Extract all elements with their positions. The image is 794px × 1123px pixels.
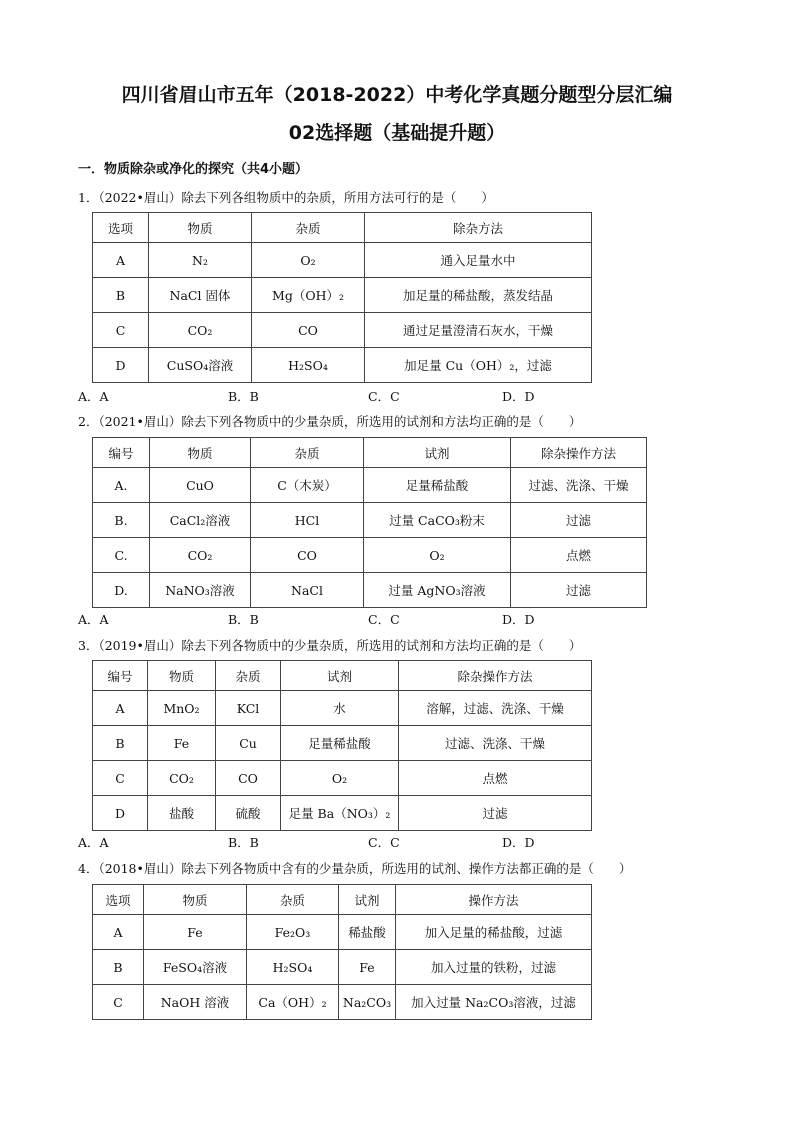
table-header-cell: 杂质 (251, 438, 364, 468)
table-header-cell: 试剂 (364, 438, 511, 468)
table-cell: NaOH 溶液 (144, 985, 247, 1020)
question-2-table (92, 437, 647, 608)
table-cell: 过滤 (511, 573, 647, 608)
table-header-cell: 杂质 (216, 661, 281, 691)
table-cell: Fe (148, 726, 216, 761)
table-header-cell: 除杂操作方法 (399, 661, 592, 691)
table-cell: H₂SO₄ (252, 348, 365, 383)
table-cell: CO₂ (150, 538, 251, 573)
table-cell: 过量 AgNO₃溶液 (364, 573, 511, 608)
table-header-cell: 物质 (150, 438, 251, 468)
table-cell: 加入过量的铁粉，过滤 (396, 950, 592, 985)
table-cell: 硫酸 (216, 796, 281, 831)
choice-a: A．A (78, 835, 109, 850)
table-header-row (93, 661, 592, 691)
table-cell: Na₂CO₃ (339, 985, 396, 1020)
table-cell: B (93, 950, 144, 985)
choice-b: B．B (228, 612, 259, 627)
table-header-cell: 操作方法 (396, 885, 592, 915)
question-3-stem: 3．（2019•眉山）除去下列各物质中的少量杂质，所选用的试剂和方法均正确的是（ ） (78, 638, 582, 653)
table-cell: NaCl 固体 (149, 278, 252, 313)
table-cell: 过量 CaCO₃粉末 (364, 503, 511, 538)
table-cell: N₂ (149, 243, 252, 278)
table-cell: C（木炭） (251, 468, 364, 503)
table-header-cell: 选项 (93, 885, 144, 915)
table-header-cell: 试剂 (339, 885, 396, 915)
choice-d: D．D (502, 389, 535, 404)
table-cell: B. (93, 503, 150, 538)
table-row (93, 503, 647, 538)
document-subtitle: 02选择题（基础提升题） (288, 122, 506, 144)
table-cell: Cu (216, 726, 281, 761)
table-row (93, 573, 647, 608)
table-row (93, 468, 647, 503)
table-cell: 足量 Ba（NO₃）₂ (281, 796, 399, 831)
choice-d: D．D (502, 612, 535, 627)
table-cell: A (93, 691, 148, 726)
table-cell: 水 (281, 691, 399, 726)
table-cell: C. (93, 538, 150, 573)
table-cell: 盐酸 (148, 796, 216, 831)
section-heading: 一．物质除杂或净化的探究（共4小题） (78, 162, 309, 177)
table-row (93, 278, 592, 313)
table-cell: A (93, 243, 149, 278)
table-cell: HCl (251, 503, 364, 538)
table-cell: B (93, 278, 149, 313)
table-header-cell: 物质 (144, 885, 247, 915)
table-cell: 过滤、洗涤、干燥 (511, 468, 647, 503)
question-4-table (92, 884, 592, 1020)
table-cell: 过滤、洗涤、干燥 (399, 726, 592, 761)
table-cell: 足量稀盐酸 (281, 726, 399, 761)
table-cell: NaCl (251, 573, 364, 608)
table-cell: Fe₂O₃ (247, 915, 339, 950)
table-cell: CO₂ (148, 761, 216, 796)
table-header-cell: 选项 (93, 213, 149, 243)
table-row (93, 538, 647, 573)
table-row (93, 726, 592, 761)
table-header-cell: 试剂 (281, 661, 399, 691)
table-cell: 过滤 (511, 503, 647, 538)
choice-c: C．C (368, 612, 400, 627)
table-cell: 稀盐酸 (339, 915, 396, 950)
table-cell: C (93, 761, 148, 796)
table-cell: H₂SO₄ (247, 950, 339, 985)
table-row (93, 691, 592, 726)
table-cell: 溶解，过滤、洗涤、干燥 (399, 691, 592, 726)
table-cell: FeSO₄溶液 (144, 950, 247, 985)
table-cell: D (93, 348, 149, 383)
table-cell: CuSO₄溶液 (149, 348, 252, 383)
table-cell: CuO (150, 468, 251, 503)
table-cell: C (93, 985, 144, 1020)
question-4-stem: 4．（2018•眉山）除去下列各物质中含有的少量杂质，所选用的试剂、操作方法都正确的是（ ） (78, 861, 632, 876)
table-cell: D. (93, 573, 150, 608)
table-row (93, 796, 592, 831)
table-cell: Ca（OH）₂ (247, 985, 339, 1020)
table-cell: 点燃 (399, 761, 592, 796)
table-cell: 足量稀盐酸 (364, 468, 511, 503)
table-cell: 加入足量的稀盐酸，过滤 (396, 915, 592, 950)
table-cell: CO₂ (149, 313, 252, 348)
table-header-cell: 物质 (149, 213, 252, 243)
table-cell: 通入足量水中 (365, 243, 592, 278)
choice-d: D．D (502, 835, 535, 850)
table-cell: O₂ (281, 761, 399, 796)
table-cell: CaCl₂溶液 (150, 503, 251, 538)
table-header-cell: 除杂操作方法 (511, 438, 647, 468)
table-cell: D (93, 796, 148, 831)
table-cell: Mg（OH）₂ (252, 278, 365, 313)
table-cell: CO (252, 313, 365, 348)
question-1-table (92, 212, 592, 383)
table-header-row (93, 213, 592, 243)
table-cell: 过滤 (399, 796, 592, 831)
table-header-cell: 除杂方法 (365, 213, 592, 243)
table-row (93, 243, 592, 278)
choice-a: A．A (78, 612, 109, 627)
table-header-row (93, 438, 647, 468)
table-row (93, 915, 592, 950)
table-row (93, 761, 592, 796)
question-1-stem: 1．（2022•眉山）除去下列各组物质中的杂质，所用方法可行的是（ ） (78, 190, 494, 205)
choice-a: A．A (78, 389, 109, 404)
table-row (93, 313, 592, 348)
table-cell: B (93, 726, 148, 761)
table-cell: 点燃 (511, 538, 647, 573)
table-cell: Fe (144, 915, 247, 950)
table-header-cell: 杂质 (252, 213, 365, 243)
table-header-cell: 杂质 (247, 885, 339, 915)
table-header-row (93, 885, 592, 915)
choice-c: C．C (368, 835, 400, 850)
question-3-table (92, 660, 592, 831)
table-cell: O₂ (252, 243, 365, 278)
choice-b: B．B (228, 389, 259, 404)
choice-c: C．C (368, 389, 400, 404)
table-cell: A (93, 915, 144, 950)
table-cell: MnO₂ (148, 691, 216, 726)
table-cell: O₂ (364, 538, 511, 573)
table-cell: A. (93, 468, 150, 503)
table-cell: 加足量 Cu（OH）₂，过滤 (365, 348, 592, 383)
document-title: 四川省眉山市五年（2018-2022）中考化学真题分题型分层汇编 (121, 84, 673, 106)
table-row (93, 985, 592, 1020)
table-header-cell: 编号 (93, 438, 150, 468)
table-row (93, 950, 592, 985)
question-2-stem: 2．（2021•眉山）除去下列各物质中的少量杂质，所选用的试剂和方法均正确的是（ ） (78, 414, 582, 429)
choice-b: B．B (228, 835, 259, 850)
table-cell: NaNO₃溶液 (150, 573, 251, 608)
table-cell: KCl (216, 691, 281, 726)
table-cell: 加入过量 Na₂CO₃溶液，过滤 (396, 985, 592, 1020)
table-cell: CO (216, 761, 281, 796)
table-cell: 加足量的稀盐酸，蒸发结晶 (365, 278, 592, 313)
table-cell: 通过足量澄清石灰水，干燥 (365, 313, 592, 348)
table-header-cell: 物质 (148, 661, 216, 691)
table-header-cell: 编号 (93, 661, 148, 691)
table-cell: CO (251, 538, 364, 573)
table-row (93, 348, 592, 383)
table-cell: Fe (339, 950, 396, 985)
table-cell: C (93, 313, 149, 348)
